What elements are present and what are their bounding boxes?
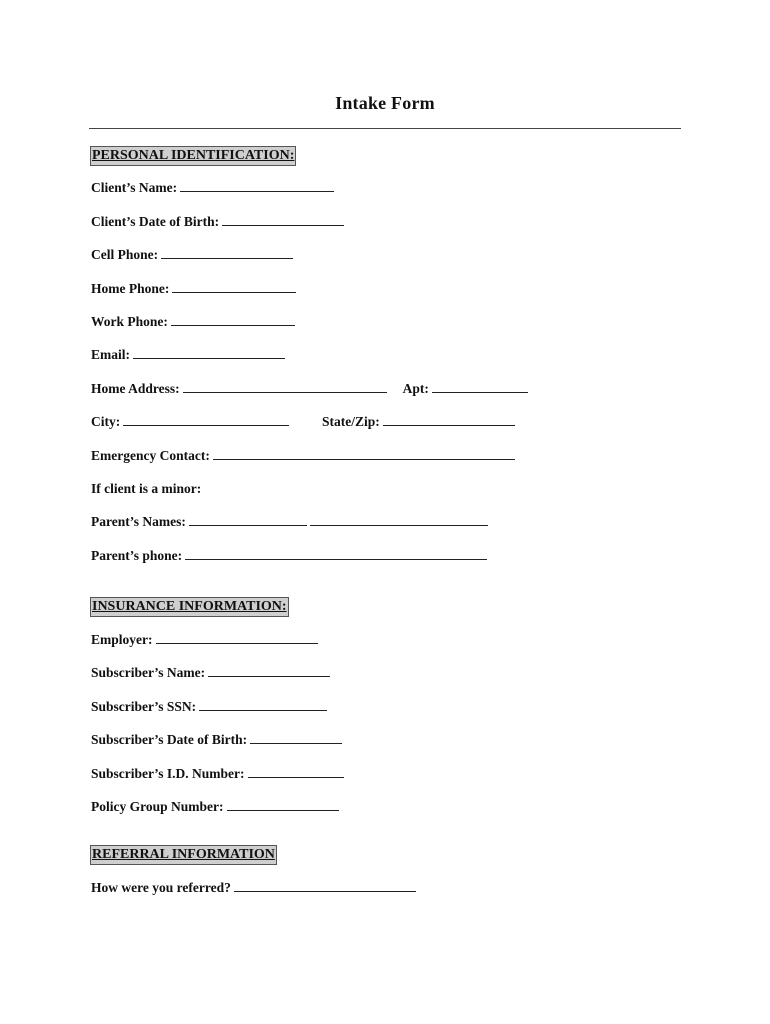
field-label: Subscriber’s SSN: <box>91 699 197 714</box>
subscriber-dob-blank[interactable] <box>250 731 342 744</box>
section-heading-referral: REFERRAL INFORMATION <box>90 845 277 865</box>
field-work-phone <box>91 313 295 331</box>
field-home-address <box>91 380 528 398</box>
work-phone-blank[interactable] <box>171 313 295 326</box>
field-label: Subscriber’s Name: <box>91 665 206 680</box>
field-label: Subscriber’s I.D. Number: <box>91 766 245 781</box>
field-label: Work Phone: <box>91 314 168 329</box>
field-label: Client’s Name: <box>91 180 178 195</box>
clients-name-blank[interactable] <box>180 179 334 192</box>
field-label: Client’s Date of Birth: <box>91 214 220 229</box>
title-divider <box>89 128 681 129</box>
subscriber-ssn-blank[interactable] <box>199 698 327 711</box>
field-label: Home Address: <box>91 381 180 396</box>
emergency-contact-blank[interactable] <box>213 447 515 460</box>
employer-blank[interactable] <box>156 631 318 644</box>
field-label: Subscriber’s Date of Birth: <box>91 732 248 747</box>
field-subscriber-ssn <box>91 698 327 716</box>
field-label: Cell Phone: <box>91 247 159 262</box>
cell-phone-blank[interactable] <box>161 246 293 259</box>
field-employer <box>91 631 318 649</box>
state-zip-blank[interactable] <box>383 413 515 426</box>
email-blank[interactable] <box>133 346 285 359</box>
policy-group-blank[interactable] <box>227 798 339 811</box>
field-label: How were you referred? <box>91 880 231 895</box>
field-label: Email: <box>91 347 130 362</box>
clients-dob-blank[interactable] <box>222 213 344 226</box>
field-label: Policy Group Number: <box>91 799 224 814</box>
subscriber-id-blank[interactable] <box>248 765 344 778</box>
field-how-referred <box>91 879 416 897</box>
field-subscriber-dob <box>91 731 342 749</box>
subscriber-name-blank[interactable] <box>208 664 330 677</box>
field-label-state-zip: State/Zip: <box>322 414 380 429</box>
page-title: Intake Form <box>335 93 435 113</box>
field-label: Parent’s Names: <box>91 514 186 529</box>
field-emergency-contact <box>91 447 515 465</box>
field-label: Employer: <box>91 632 153 647</box>
field-label: Emergency Contact: <box>91 448 210 463</box>
parent-name-1-blank[interactable] <box>189 513 307 526</box>
how-referred-blank[interactable] <box>234 879 416 892</box>
field-clients-name <box>91 179 334 197</box>
field-label: Parent’s phone: <box>91 548 183 563</box>
parent-name-2-blank[interactable] <box>310 513 488 526</box>
section-heading-personal: PERSONAL IDENTIFICATION: <box>90 146 296 166</box>
field-parents-phone <box>91 547 487 565</box>
field-email <box>91 346 285 364</box>
field-subscriber-name <box>91 664 330 682</box>
field-label-city: City: <box>91 414 121 429</box>
field-city-state <box>91 413 515 431</box>
city-blank[interactable] <box>123 413 289 426</box>
field-home-phone <box>91 280 296 298</box>
home-phone-blank[interactable] <box>172 280 296 293</box>
home-address-blank[interactable] <box>183 380 387 393</box>
section-heading-insurance: INSURANCE INFORMATION: <box>90 597 289 617</box>
field-policy-group <box>91 798 339 816</box>
parents-phone-blank[interactable] <box>185 547 487 560</box>
apt-blank[interactable] <box>432 380 528 393</box>
field-clients-dob <box>91 213 344 231</box>
minor-note: If client is a minor: <box>91 481 202 496</box>
field-subscriber-id <box>91 765 344 783</box>
field-label-apt: Apt: <box>402 381 429 396</box>
field-label: Home Phone: <box>91 281 170 296</box>
field-parents-names <box>91 513 488 531</box>
field-cell-phone <box>91 246 293 264</box>
